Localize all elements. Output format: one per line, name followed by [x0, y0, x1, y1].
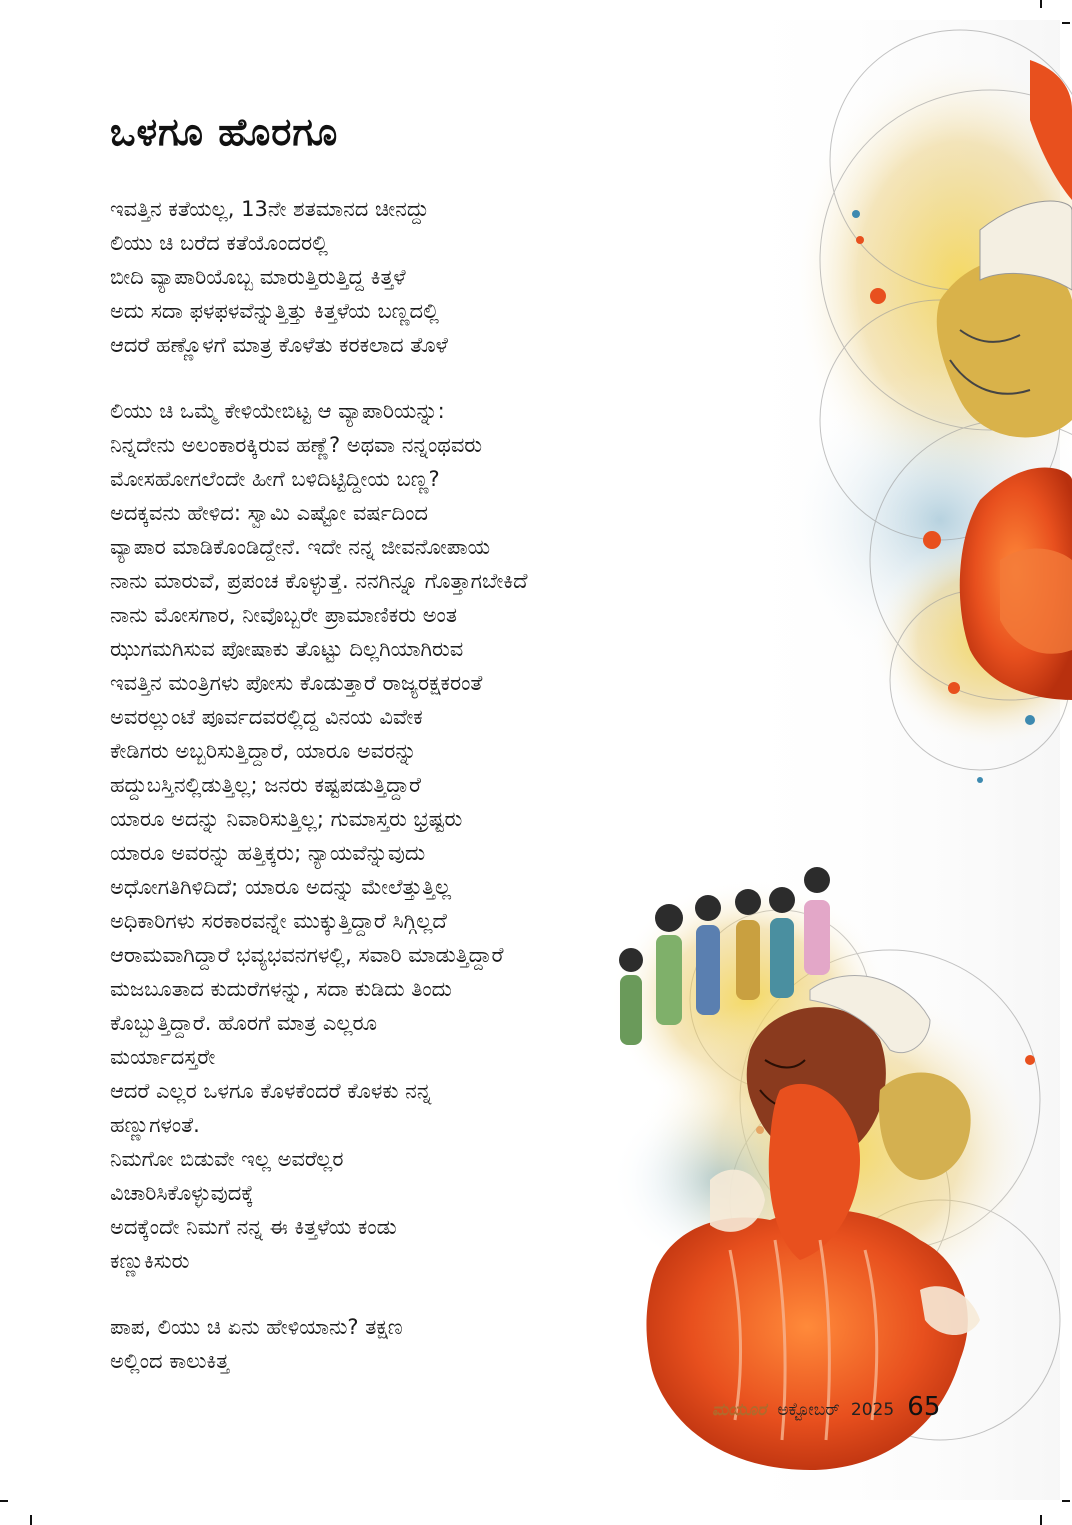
poem-line: ಹದ್ದುಬಸ್ತಿನಲ್ಲಿಡುತ್ತಿಲ್ಲ; ಜನರು ಕಷ್ಟಪಡುತ್ತಿದ್ದಾರೆ [110, 773, 422, 797]
poem-line: ಆದರೆ ಎಲ್ಲರ ಒಳಗೂ ಕೊಳಕೆಂದರೆ ಕೊಳಕು ನನ್ನ [110, 1079, 432, 1103]
poem-stanza-3 [110, 1310, 670, 1378]
poem-line: ಮರ್ಯಾದಸ್ತರೇ [110, 1045, 216, 1069]
poem-line: ಕೊಬ್ಬುತ್ತಿದ್ದಾರೆ. ಹೊರಗೆ ಮಾತ್ರ ಎಲ್ಲರೂ [110, 1011, 378, 1035]
poem-line: ಲಿಯು ಚಿ ಬರೆದ ಕತೆಯೊಂದರಲ್ಲಿ [110, 231, 328, 255]
poem-line: ಪಾಪ, ಲಿಯು ಚಿ ಏನು ಹೇಳಿಯಾನು? ತಕ್ಷಣ [110, 1315, 403, 1339]
poem-line: ಲಿಯು ಚಿ ಒಮ್ಮೆ ಕೇಳಿಯೇಬಿಟ್ಟ ಆ ವ್ಯಾಪಾರಿಯನ್ನು: [110, 399, 445, 423]
poem-line: ಇವತ್ತಿನ ಕತೆಯಲ್ಲ, 13ನೇ ಶತಮಾನದ ಚೀನದ್ದು [110, 197, 429, 221]
poem-line: ನಿನ್ನದೇನು ಅಲಂಕಾರಕ್ಕಿರುವ ಹಣ್ಣೆ? ಅಥವಾ ನನ್ನಂಥವರು [110, 433, 483, 457]
poem-stanza-2 [110, 394, 670, 1278]
magazine-name: ಮಯೂರ [712, 1400, 767, 1420]
crop-mark [0, 1500, 8, 1502]
poem-title: ಒಳಗೂ ಹೊರಗೂ [110, 110, 339, 154]
poem-line: ಆದರೆ ಹಣ್ಣೊಳಗೆ ಮಾತ್ರ ಕೊಳೆತು ಕರಕಲಾದ ತೊಳೆ [110, 333, 448, 357]
poem-line: ನಿಮಗೋ ಬಿಡುವೇ ಇಲ್ಲ ಅವರೆಲ್ಲರ [110, 1147, 344, 1171]
poem-line: ಹಣ್ಣುಗಳಂತೆ. [110, 1113, 200, 1137]
poem-body [110, 192, 670, 1410]
poem-line: ಕೇಡಿಗರು ಅಬ್ಬರಿಸುತ್ತಿದ್ದಾರೆ, ಯಾರೂ ಅವರನ್ನು [110, 739, 417, 763]
poem-line: ಇವತ್ತಿನ ಮಂತ್ರಿಗಳು ಪೋಸು ಕೊಡುತ್ತಾರೆ ರಾಜ್ಯರಕ್ಷಕರಂತೆ [110, 671, 483, 695]
poem-line: ಯಾರೂ ಅವರನ್ನು ಹತ್ತಿಕ್ಕರು; ನ್ಯಾಯವೆನ್ನುವುದು [110, 841, 426, 865]
poem-line: ಮಜಬೂತಾದ ಕುದುರೆಗಳನ್ನು, ಸದಾ ಕುಡಿದು ತಿಂದು [110, 977, 452, 1001]
poem-line: ಅವರಲ್ಲುಂಟೆ ಪೂರ್ವದವರಲ್ಲಿದ್ದ ವಿನಯ ವಿವೇಕ [110, 705, 423, 729]
poem-line: ಅದಕ್ಕವನು ಹೇಳಿದ: ಸ್ವಾಮಿ ಎಷ್ಟೋ ವರ್ಷದಿಂದ [110, 501, 428, 525]
poem-line: ಅದು ಸದಾ ಫಳಫಳವೆನ್ನುತ್ತಿತ್ತು ಕಿತ್ತಳೆಯ ಬಣ್ಣದಲ್ಲಿ [110, 299, 439, 323]
poem-line: ಅಧೋಗತಿಗಿಳಿದಿದೆ; ಯಾರೂ ಅದನ್ನು ಮೇಲೆತ್ತುತ್ತಿಲ್ಲ [110, 875, 452, 899]
poem-line: ಅದಕ್ಕೆಂದೇ ನಿಮಗೆ ನನ್ನ ಈ ಕಿತ್ತಳೆಯ ಕಂಡು [110, 1215, 397, 1239]
poem-line: ಅಧಿಕಾರಿಗಳು ಸರಕಾರವನ್ನೇ ಮುಕ್ಕುತ್ತಿದ್ದಾರೆ ಸಿಗ್ಗಿಲ್ಲದೆ [110, 909, 447, 933]
page-footer [712, 1392, 940, 1422]
poem-line: ಅಲ್ಲಿಂದ ಕಾಲುಕಿತ್ತ [110, 1349, 230, 1373]
poem-line: ವಿಚಾರಿಸಿಕೊಳ್ಳುವುದಕ್ಕೆ [110, 1181, 254, 1205]
poem-line: ಯಾರೂ ಅದನ್ನು ನಿವಾರಿಸುತ್ತಿಲ್ಲ; ಗುಮಾಸ್ತರು ಭ್ರಷ್ಟರು [110, 807, 463, 831]
poem-line: ಕಣ್ಣುಕಿಸುರು [110, 1249, 190, 1273]
poem-line: ಮೋಸಹೋಗಲೆಂದೇ ಹೀಗೆ ಬಳಿದಿಟ್ಟಿದ್ದೀಯ ಬಣ್ಣ? [110, 467, 440, 491]
poem-line: ನಾನು ಮೋಸಗಾರ, ನೀವೊಬ್ಬರೇ ಪ್ರಾಮಾಣಿಕರು ಅಂತ [110, 603, 457, 627]
poem-line: ಝುಗಮಗಿಸುವ ಪೋಷಾಕು ತೊಟ್ಟು ದಿಲ್ಲಗಿಯಾಗಿರುವ [110, 637, 464, 661]
issue-month: ಅಕ್ಟೋಬರ್ [777, 1400, 840, 1420]
issue-year: 2025 [850, 1400, 895, 1420]
poem-line: ನಾನು ಮಾರುವೆ, ಪ್ರಪಂಚ ಕೊಳ್ಳುತ್ತೆ. ನನಗಿನ್ನೂ ಗೊತ್ತಾಗಬೇಕಿದೆ [110, 569, 528, 593]
poem-line: ವ್ಯಾಪಾರ ಮಾಡಿಕೊಂಡಿದ್ದೇನೆ. ಇದೇ ನನ್ನ ಜೀವನೋಪಾಯ [110, 535, 491, 559]
poem-line: ಬೀದಿ ವ್ಯಾಪಾರಿಯೊಬ್ಬ ಮಾರುತ್ತಿರುತ್ತಿದ್ದ ಕಿತ್ತಳೆ [110, 265, 406, 289]
poem-line: ಆರಾಮವಾಗಿದ್ದಾರೆ ಭವ್ಯಭವನಗಳಲ್ಲಿ, ಸವಾರಿ ಮಾಡುತ್ತಿದ್ದಾರೆ [110, 943, 504, 967]
page-number: 65 [907, 1392, 941, 1422]
crop-mark [30, 1515, 32, 1525]
poem-stanza-1 [110, 192, 670, 362]
